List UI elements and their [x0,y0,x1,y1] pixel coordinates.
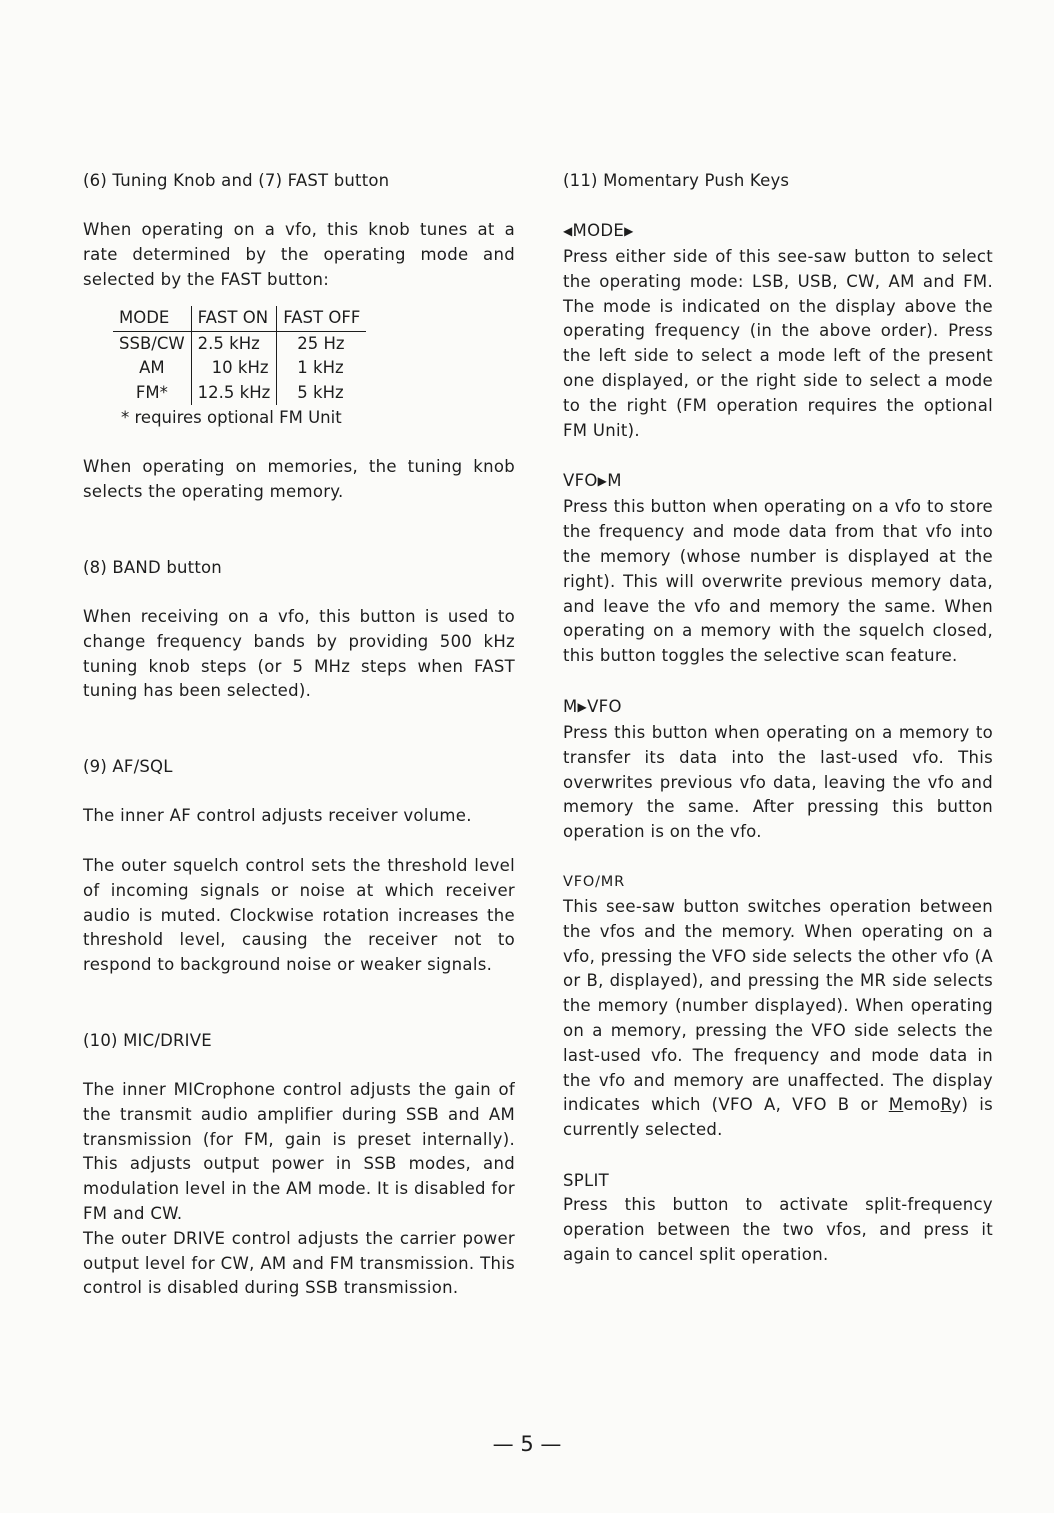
table-row [113,381,366,406]
table-header-mode: MODE [113,306,191,331]
triangle-right-icon: ▶ [597,474,608,489]
m-to-vfo-title [563,694,993,721]
section-6-paragraph-1: When operating on a vfo, this knob tunes at a rate determined by the operating mode and selected by the FAST button: [83,220,515,289]
table-cell: 2.5 kHz [191,331,277,356]
table-header-row [113,306,366,331]
section-10-title: (10) MIC/DRIVE [83,1030,212,1050]
table-cell: FM* [135,382,168,402]
section-9-title: (9) AF/SQL [83,757,173,777]
memory-abbrev-emo: emo [903,1095,941,1115]
mode-key-paragraph: Press either side of this see-saw button to select the operating mode: LSB, USB, CW, AM and FM. The mode is indicated on the display above the operating frequency (in the above order). Press the left side to select a mode left of the present one displayed, or the right side to select a mode to the right (FM operation requires the optional FM Unit). [563,247,993,440]
triangle-right-icon: ▶ [624,224,634,238]
section-8-title: (8) BAND button [83,557,222,577]
vfo-to-m-title [563,468,993,495]
vfo-mr-text-2: ) is currently selected. [563,1095,993,1140]
section-6-title: (6) Tuning Knob and (7) FAST button [83,171,390,190]
split-paragraph: Press this button to activate split-frequency operation between the two vfos, and press it again to cancel split operation. [563,1194,993,1264]
table-cell: 1 kHz [277,356,367,381]
section-10-paragraph-1: The inner MICrophone control adjusts the gain of the transmit audio amplifier during SSB and AM transmission (for FM, gain is preset internally). This adjusts output power in SSB modes, and modulation level in the AM mode. It is disabled for FM and CW. [83,1079,515,1223]
table-header-fast-on: FAST ON [191,306,277,331]
vfo-to-m-label-a: VFO [563,471,598,491]
table-cell: AM [139,358,165,378]
table-cell: 12.5 kHz [191,381,277,406]
table-cell: 5 kHz [277,381,367,406]
mode-key-title [563,218,993,245]
vfo-mr-paragraph [563,895,993,1143]
memory-abbrev-y: y [951,1095,962,1115]
vfo-to-m-paragraph: Press this button when operating on a vfo to store the frequency and mode data from that vfo into the memory (whose number is displayed at the right). This will overwrite previous memory data, and leave the vfo and memory the same. When operating on a memory with the squelch closed, this button toggles the selective scan feature. [563,497,993,666]
section-9-paragraph-2: The outer squelch control sets the threshold level of incoming signals or noise at which receiver audio is muted. Clockwise rotation increases the threshold level, causing the receiver not to respond to background noise or weaker signals. [83,855,515,975]
split-title: SPLIT [563,1170,610,1190]
m-to-vfo-label-b: VFO [587,696,622,716]
table-row [113,331,366,356]
table-cell: 25 Hz [277,331,367,356]
section-8-paragraph: When receiving on a vfo, this button is used to change frequency bands by providing 500 kHz tuning knob steps (or 5 MHz steps when FAST tuning has been selected). [83,606,515,701]
page-number: — 5 — [492,1432,562,1456]
section-9-paragraph-1: The inner AF control adjusts receiver volume. [83,806,472,826]
section-11-title: (11) Momentary Push Keys [563,171,790,190]
table-row [113,356,366,381]
triangle-left-icon: ◀ [563,224,573,238]
memory-abbrev-r: R [940,1095,952,1115]
table-footnote: * requires optional FM Unit [121,408,342,428]
memory-abbrev-m: M [888,1095,904,1115]
left-column [83,168,515,1301]
section-6-paragraph-2: When operating on memories, the tuning knob selects the operating memory. [83,457,515,502]
tuning-rate-table [113,306,366,405]
triangle-right-icon: ▶ [577,699,588,714]
section-10-paragraph-2: The outer DRIVE control adjusts the carrier power output level for CW, AM and FM transmission. This control is disabled during SSB transmission. [83,1228,515,1298]
vfo-mr-text-1: This see-saw button switches operation between the vfos and the memory. When operating on a vfo, pressing the VFO side selects the other vfo (A or B, displayed), and pressing the MR side selects the memory (number displayed). When operating on a memory, pressing the VFO side selects the last-used vfo. The frequency and mode data in the vfo and memory are unaffected. The display indicates which (VFO A, VFO B or [563,896,993,1115]
table-cell: 10 kHz [191,356,277,381]
vfo-mr-title: VFO/MR [563,873,625,890]
right-column [563,168,993,1267]
mode-key-label: MODE [572,221,625,240]
m-to-vfo-paragraph: Press this button when operating on a memory to transfer its data into the last-used vfo. This overwrites previous vfo data, leaving the vfo and memory the same. After pressing this button operation is on the vfo. [563,722,993,842]
m-to-vfo-label-a: M [563,696,578,716]
vfo-to-m-label-b: M [607,471,622,491]
table-header-fast-off: FAST OFF [277,306,367,331]
table-cell: SSB/CW [119,333,185,353]
